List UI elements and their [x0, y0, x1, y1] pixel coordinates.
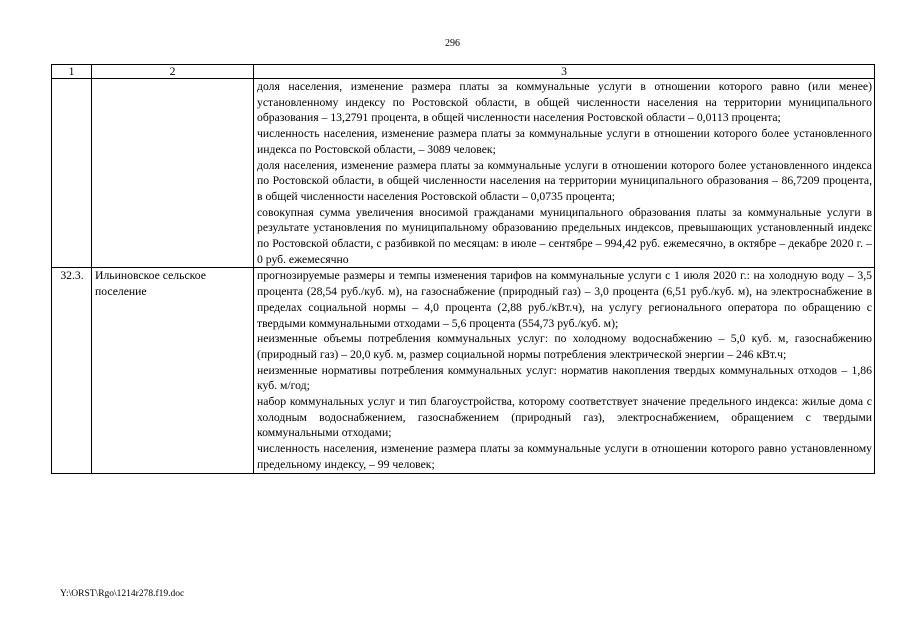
- description-cell: [254, 268, 875, 473]
- row-number-cell: 32.3.: [52, 268, 92, 473]
- column-header: 3: [254, 65, 875, 79]
- settlement-name-cell: Ильиновское сельское поселение: [92, 268, 254, 473]
- description-paragraph: прогнозируемые размеры и темпы изменения тарифов на коммунальные услуги с 1 июля 2020 г.: на холодную воду – 3,5 процента (28,54 руб./куб. м), на газоснабжение (природный газ) – 3,0 процента (6,51 руб./куб. м), на электроснабжение в пределах социальной нормы – 4,0 процента (2,88 руб./кВт.ч), на услугу регионального оператора по обращению с твердыми коммунальными отходами – 5,6 процента (554,73 руб./куб. м);: [257, 269, 872, 330]
- description-paragraph: совокупная сумма увеличения вносимой гражданами муниципального образования платы за коммунальные услуги в результате установления по муниципальному образованию предельных индексов, превышающих установленный индекс по Ростовской области, с разбивкой по месяцам: в июле – сентябре – 994,42 руб. ежемесячно, в октябре – декабре 2020 г. – 0 руб. ежемесячно: [257, 205, 872, 266]
- table-row: [52, 268, 875, 473]
- settlement-name-cell: [92, 79, 254, 268]
- description-paragraph: доля населения, изменение размера платы за коммунальные услуги в отношении которого равно (или менее) установленному индексу по Ростовской области, в общей численности населения на территории муниципального образования – 13,2791 процента, в общей численности населения Ростовской области – 0,0113 процента;: [257, 80, 872, 125]
- table-header-row: [52, 65, 875, 79]
- description-paragraph: неизменные объемы потребления коммунальных услуг: по холодному водоснабжению – 5,0 куб. м, газоснабжению (природный газ) – 20,0 куб. м, размер социальной нормы потребления электрической энергии – 246 кВт.ч;: [257, 332, 872, 361]
- description-paragraph: численность населения, изменение размера платы за коммунальные услуги в отношении которого равно установленному предельному индексу, – 99 человек;: [257, 442, 872, 471]
- column-header: 2: [92, 65, 254, 79]
- column-header: 1: [52, 65, 92, 79]
- description-paragraph: доля населения, изменение размера платы за коммунальные услуги в отношении которого более установленного индекса по Ростовской области, в общей численности населения на территории муниципального образования – 86,7209 процента, в общей численности населения Ростовской области – 0,0735 процента;: [257, 158, 872, 203]
- page-number: 296: [445, 38, 460, 49]
- description-paragraph: неизменные нормативы потребления коммунальных услуг: норматив накопления твердых коммунальных отходов – 1,86 куб. м/год;: [257, 363, 872, 393]
- description-paragraph: набор коммунальных услуг и тип благоустройства, которому соответствует значение предельного индекса: жилые дома с холодным водоснабжением, газоснабжением (природный газ), электроснабжением, обращением с твердыми коммунальными отходами;: [257, 395, 872, 440]
- document-table: [51, 64, 875, 474]
- row-number-cell: [52, 79, 92, 268]
- table-row: [52, 79, 875, 268]
- description-cell: [254, 79, 875, 268]
- file-path-footer: Y:\ORST\Rgo\1214r278.f19.doc: [60, 589, 185, 599]
- description-paragraph: численность населения, изменение размера платы за коммунальные услуги в отношении которого более установленного индекса по Ростовской области, – 3089 человек;: [257, 127, 872, 156]
